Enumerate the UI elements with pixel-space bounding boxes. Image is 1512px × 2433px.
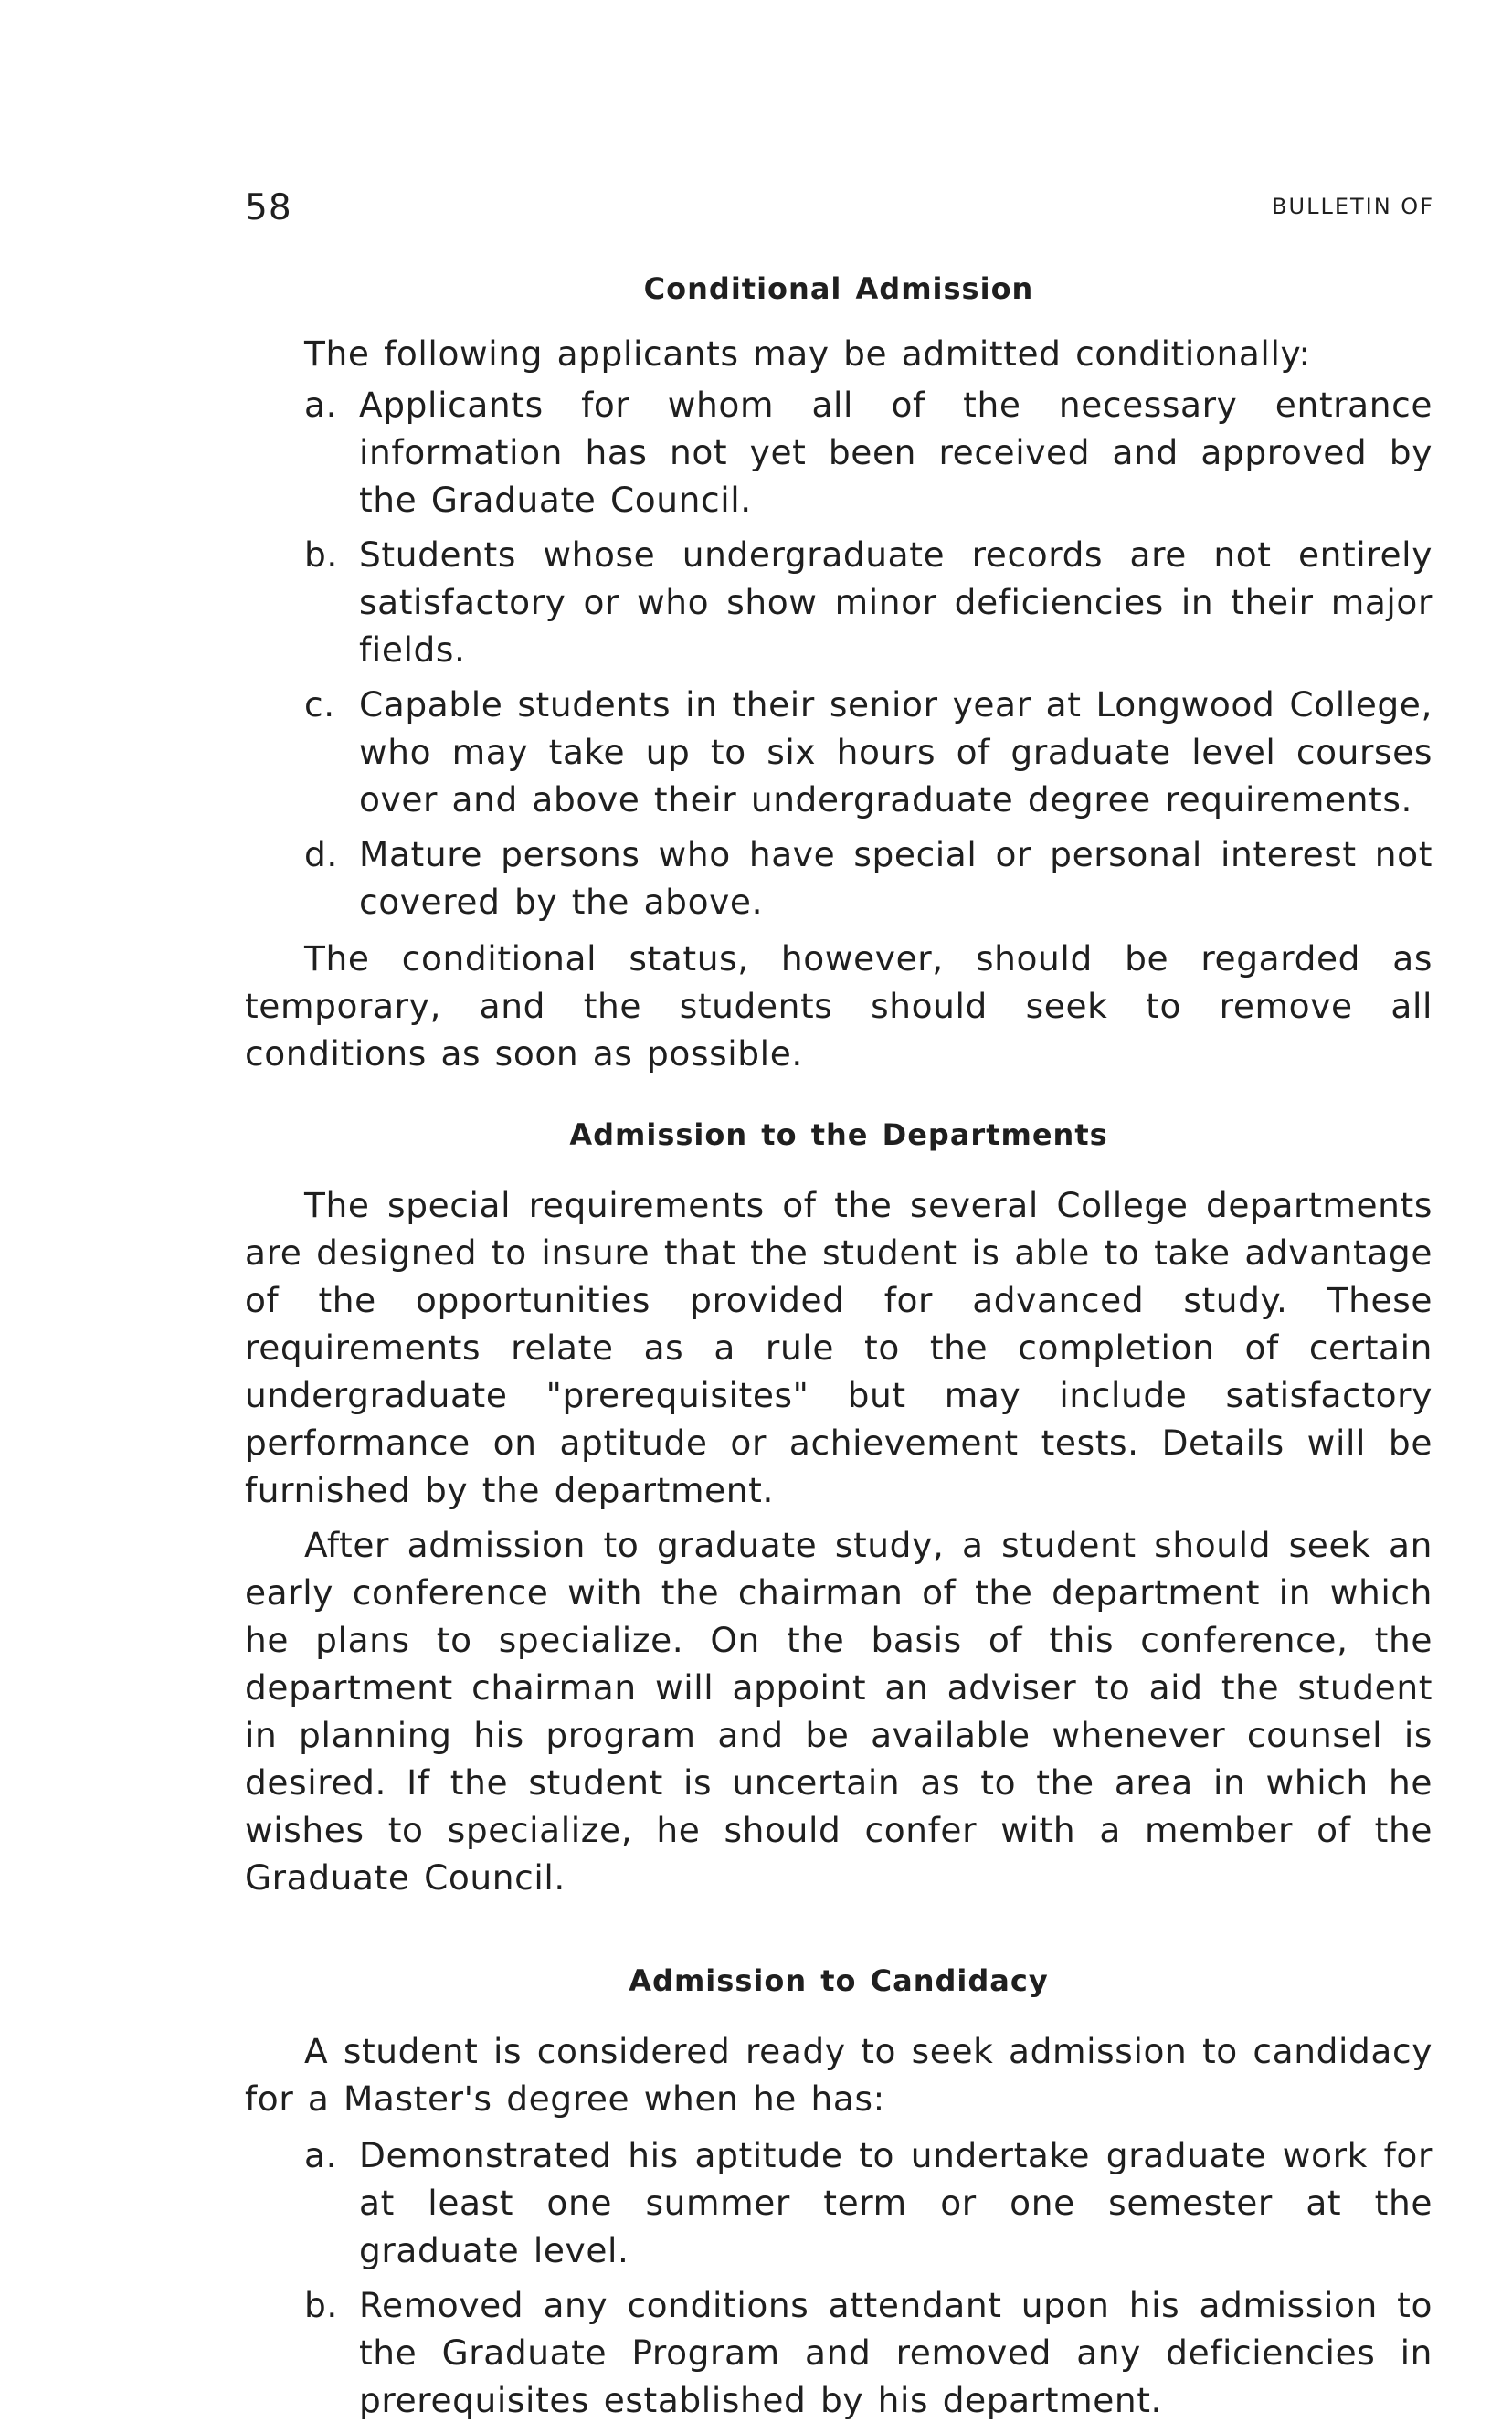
section-conditional-admission: [245, 268, 1433, 1077]
section-intro: A student is considered ready to seek admission to candidacy for a Master's degree when he has:: [245, 2031, 1433, 2119]
section-title: Admission to the Departments: [569, 1117, 1108, 1152]
page-number: 58: [245, 187, 292, 228]
list-item-label: b.: [304, 534, 338, 575]
section-admission-departments: [245, 1114, 1433, 1901]
list-item: [245, 830, 1433, 926]
list-item-text: Mature persons who have special or personal interest not covered by the above.: [359, 834, 1433, 922]
list-item-text: Demonstrated his aptitude to undertake graduate work for at least one summer term or one semester at the graduate level.: [359, 2135, 1433, 2270]
list-item: [245, 531, 1433, 673]
section-closing: The conditional status, however, should be regarded as temporary, and the students should seek to remove all conditions as soon as possible.: [245, 938, 1433, 1074]
section-title: Admission to Candidacy: [629, 1963, 1049, 1998]
conditions-list: [245, 381, 1433, 926]
list-item: [245, 681, 1433, 823]
candidacy-requirements-list: [245, 2132, 1433, 2424]
list-item-label: a.: [304, 2135, 338, 2175]
page-content: [245, 268, 1433, 2433]
section-title: Conditional Admission: [643, 271, 1034, 306]
running-head: BULLETIN OF: [1272, 194, 1434, 219]
list-item-label: c.: [304, 684, 335, 725]
list-item-label: a.: [304, 385, 338, 425]
list-item: [245, 2132, 1433, 2274]
list-item: [245, 2281, 1433, 2424]
section-admission-candidacy: [245, 1960, 1433, 2424]
list-item-text: Students whose undergraduate records are not entirely satisfactory or who show minor deficiencies in their major fields.: [359, 534, 1433, 670]
section-intro: The following applicants may be admitted conditionally:: [304, 333, 1311, 374]
list-item-text: Removed any conditions attendant upon his admission to the Graduate Program and removed any deficiencies in prerequisites established by his department.: [359, 2285, 1433, 2420]
paragraph: After admission to graduate study, a student should seek an early conference with the chairman of the department in which he plans to specialize. On the basis of this conference, the department chairman will appoint an adviser to aid the student in planning his program and be available whenever counsel is desired. If the student is uncertain as to the area in which he wishes to specialize, he should confer with a member of the Graduate Council.: [245, 1525, 1433, 1898]
list-item-label: d.: [304, 834, 338, 874]
list-item: [245, 381, 1433, 524]
list-item-label: b.: [304, 2285, 338, 2325]
list-item-text: Capable students in their senior year at Longwood College, who may take up to six hours of graduate level courses over and above their undergraduate degree requirements.: [359, 684, 1433, 820]
paragraph: The special requirements of the several College departments are designed to insure that the student is able to take advantage of the opportunities provided for advanced study. These requirements relate as a rule to the completion of certain undergraduate "prerequisites" but may include satisfactory performance on aptitude or achievement tests. Details will be furnished by the department.: [245, 1185, 1433, 1510]
list-item-text: Applicants for whom all of the necessary entrance information has not yet been received and approved by the Graduate Council.: [359, 385, 1433, 520]
